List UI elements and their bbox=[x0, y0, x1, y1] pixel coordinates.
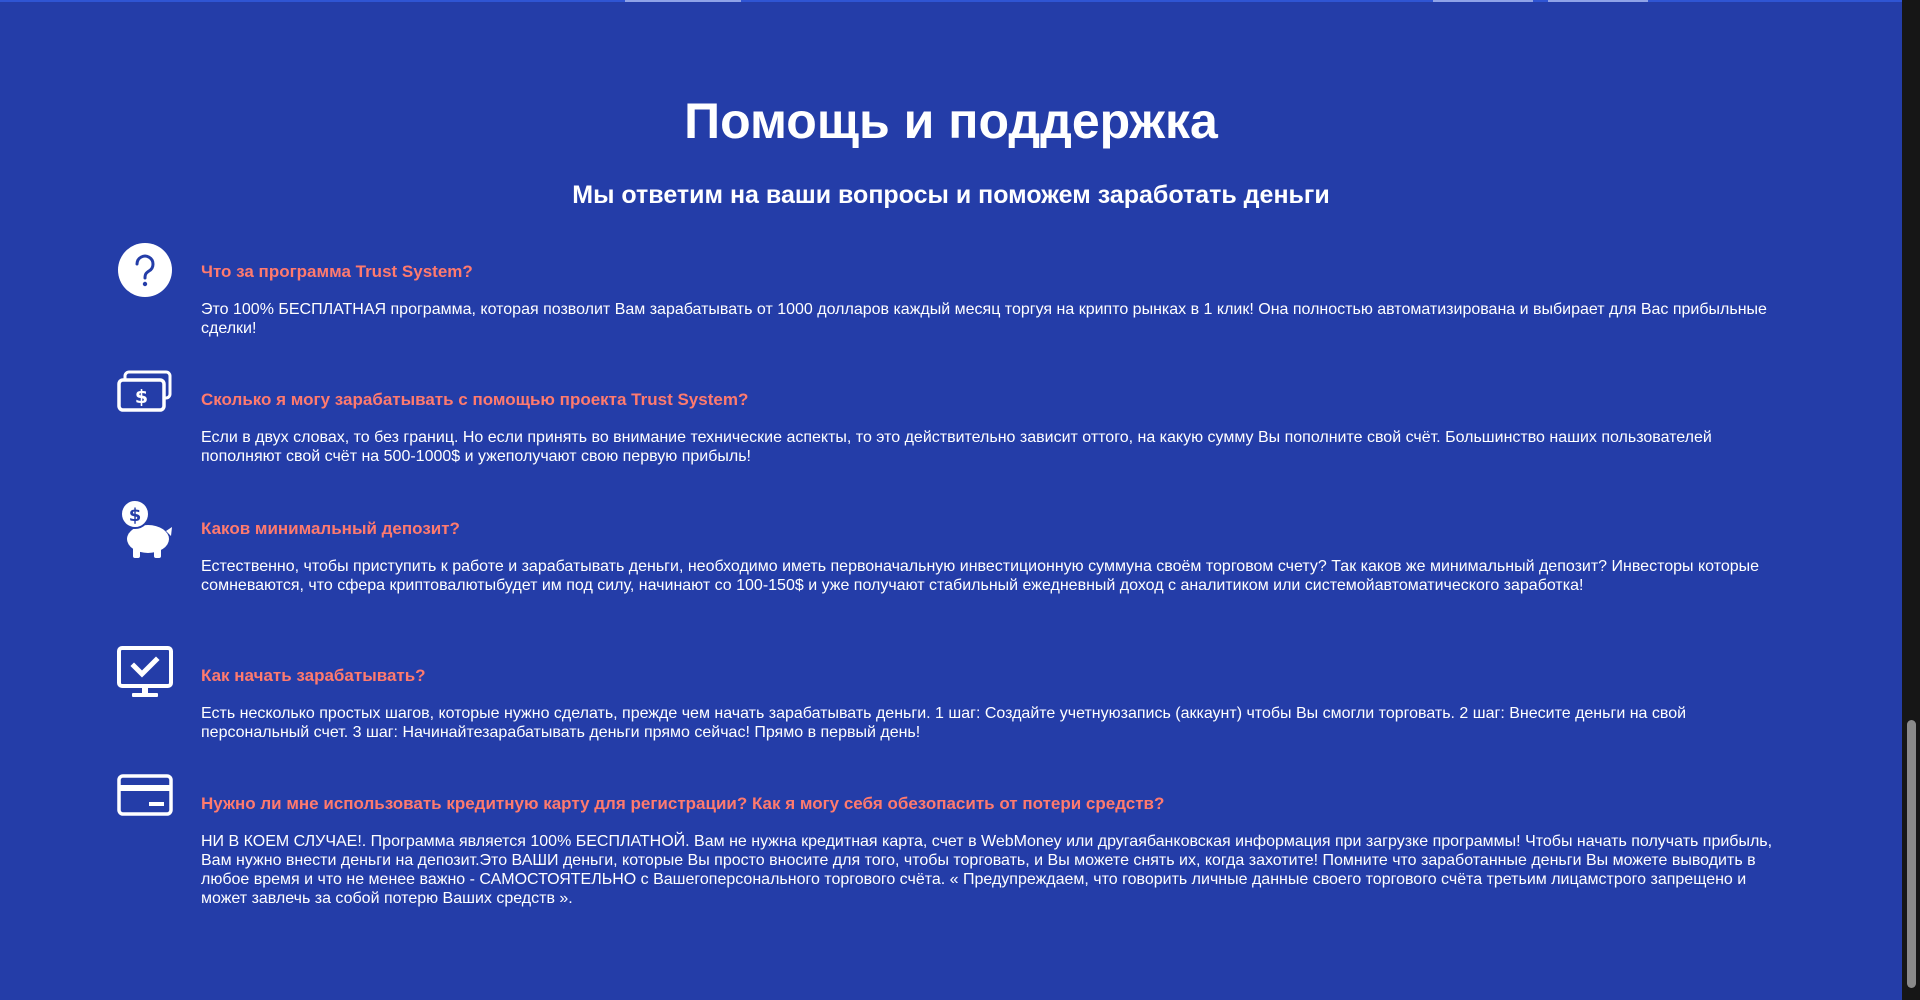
scrollbar-thumb[interactable] bbox=[1907, 720, 1916, 988]
section-title: Помощь и поддержка bbox=[684, 93, 1218, 149]
faq-question[interactable]: Каков минимальный депозит? bbox=[201, 519, 460, 538]
faq-answer: НИ В КОЕМ СЛУЧАЕ!. Программа является 100% БЕСПЛАТНОЙ. Вам не нужна кредитная карта, счет в WebMoney или другаябанковская информация при загрузке программы! Чтобы начать получать прибыль, Вам нужно внести деньги на депозит.Это ВАШИ деньги, которые Вы просто вносите для того, чтобы торговать, и Вы можете снять их, когда захотите! Помните что заработанные деньги Вы можете выводить в любое время и что не менее важно - САМОСТОЯТЕЛЬНО с Вашегоперсонального торгового счёта. « Предупреждаем, что говорить личные данные своего торгового счёта третьим лицамстрого запрещено и может завлечь за собой потерю Ваших средств ». bbox=[201, 833, 1773, 907]
faq-answer: Если в двух словах, то без границ. Но если принять во внимание технические аспекты, то это действительно зависит оттого, на какую сумму Вы пополните свой счёт. Большинство наших пользователей пополняют свой счёт на 500-1000$ и ужеполучают свою первую прибыль! bbox=[201, 429, 1712, 465]
faq-answer: Это 100% БЕСПЛАТНАЯ программа, которая позволит Вам зарабатывать от 1000 долларов каждый месяц торгуя на крипто рынках в 1 клик! Она полностью автоматизирована и выбирает для Вас прибыльные сделки! bbox=[201, 301, 1767, 337]
faq-question[interactable]: Как начать зарабатывать? bbox=[201, 666, 426, 685]
page-scrollbar[interactable] bbox=[1902, 0, 1920, 1000]
faq-answer: Есть несколько простых шагов, которые нужно сделать, прежде чем начать зарабатывать деньги. 1 шаг: Создайте учетнуюзапись (аккаунт) чтобы Вы смогли торговать. 2 шаг: Внесите деньги на свой персональный счет. 3 шаг: Начинайтезарабатывать деньги прямо сейчас! Прямо в первый день! bbox=[201, 705, 1687, 741]
section-subtitle: Мы ответим на ваши вопросы и поможем заработать деньги bbox=[572, 181, 1330, 209]
faq-answer: Естественно, чтобы приступить к работе и зарабатывать деньги, необходимо иметь первоначальную инвестиционную суммуна своём торговом счету? Так каков же минимальный депозит? Инвесторы которые сомневаются, что сфера криптовалютыбудет им под силу, начинают со 100-150$ и уже получают стабильный ежедневный доход с аналитиком или системойавтоматического заработка! bbox=[201, 558, 1760, 594]
money-bills-icon bbox=[117, 370, 173, 430]
top-border bbox=[0, 0, 1902, 2]
question-circle-icon bbox=[117, 242, 173, 302]
svg-text:$: $ bbox=[128, 505, 142, 526]
svg-text:$: $ bbox=[134, 386, 149, 408]
piggy-bank-icon bbox=[117, 499, 173, 559]
faq-question[interactable]: Сколько я могу зарабатывать с помощью проекта Trust System? bbox=[201, 390, 749, 409]
credit-card-icon bbox=[117, 774, 173, 834]
faq-question[interactable]: Нужно ли мне использовать кредитную карту для регистрации? Как я могу себя обезопасить от потери средств? bbox=[201, 794, 1165, 813]
monitor-check-icon bbox=[117, 646, 173, 706]
faq-question[interactable]: Что за программа Trust System? bbox=[201, 262, 473, 281]
